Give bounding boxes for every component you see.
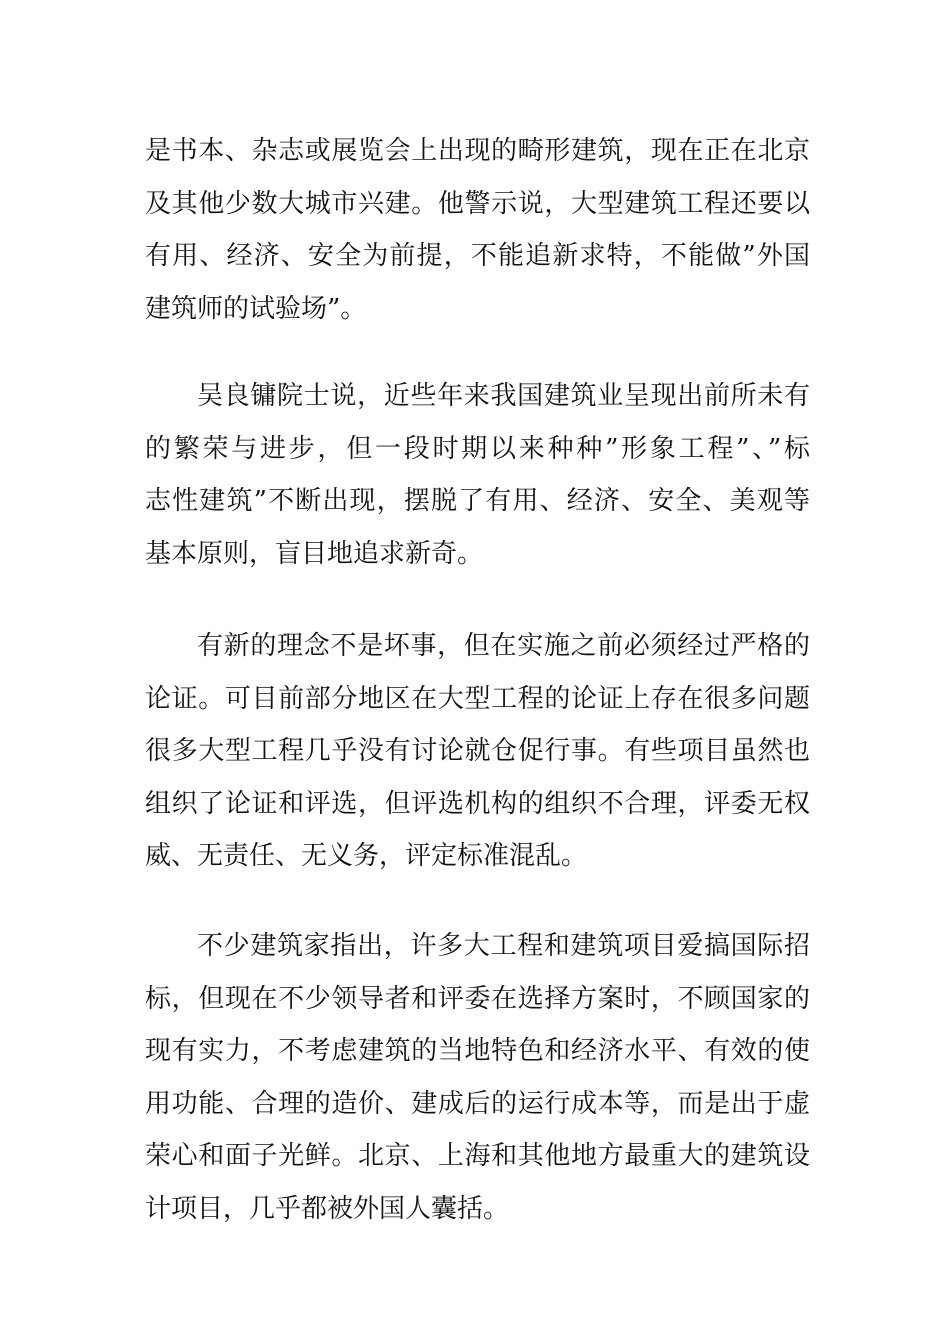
paragraph-1	[145, 125, 810, 335]
paragraph-4	[145, 920, 810, 1235]
paragraph-line: 有用、经济、安全为前提，不能追新求特，不能做”外国	[145, 241, 810, 271]
paragraph-line: 及其他少数大城市兴建。他警示说，大型建筑工程还要以	[145, 188, 810, 219]
paragraph-line: 用功能、合理的造价、建成后的运行成本等，而是出于虚	[145, 1088, 810, 1119]
paragraph-line: 是书本、杂志或展览会上出现的畸形建筑，现在正在北京	[145, 136, 810, 166]
paragraph-line: 计项目，几乎都被外国人囊括。	[145, 1193, 510, 1224]
paragraph-line: 组织了论证和评选，但评选机构的组织不合理，评委无权	[145, 788, 810, 819]
paragraph-line: 志性建筑”不断出现，摆脱了有用、经济、安全、美观等	[145, 486, 810, 516]
paragraph-line: 威、无责任、无义务，评定标准混乱。	[145, 841, 588, 871]
paragraph-line: 建筑师的试验场”。	[145, 293, 367, 324]
paragraph-line: 荣心和面子光鲜。北京、上海和其他地方最重大的建筑设	[145, 1141, 810, 1171]
paragraph-line: 有新的理念不是坏事，但在实施之前必须经过严格的	[197, 631, 810, 661]
paragraph-line: 不少建筑家指出，许多大工程和建筑项目爱搞国际招	[197, 931, 810, 961]
paragraph-2	[145, 370, 810, 580]
paragraph-line: 基本原则，盲目地追求新奇。	[145, 538, 484, 569]
paragraph-line: 吴良镛院士说，近些年来我国建筑业呈现出前所未有	[197, 381, 810, 411]
paragraph-line: 的繁荣与进步，但一段时期以来种种”形象工程”、”标	[145, 433, 810, 464]
paragraph-3	[145, 620, 810, 883]
paragraph-line: 标，但现在不少领导者和评委在选择方案时，不顾国家的	[145, 983, 810, 1014]
paragraph-line: 论证。可目前部分地区在大型工程的论证上存在很多问题	[145, 683, 810, 714]
paragraph-line: 现有实力，不考虑建筑的当地特色和经济水平、有效的使	[145, 1036, 810, 1066]
paragraph-line: 很多大型工程几乎没有讨论就仓促行事。有些项目虽然也	[145, 736, 810, 766]
